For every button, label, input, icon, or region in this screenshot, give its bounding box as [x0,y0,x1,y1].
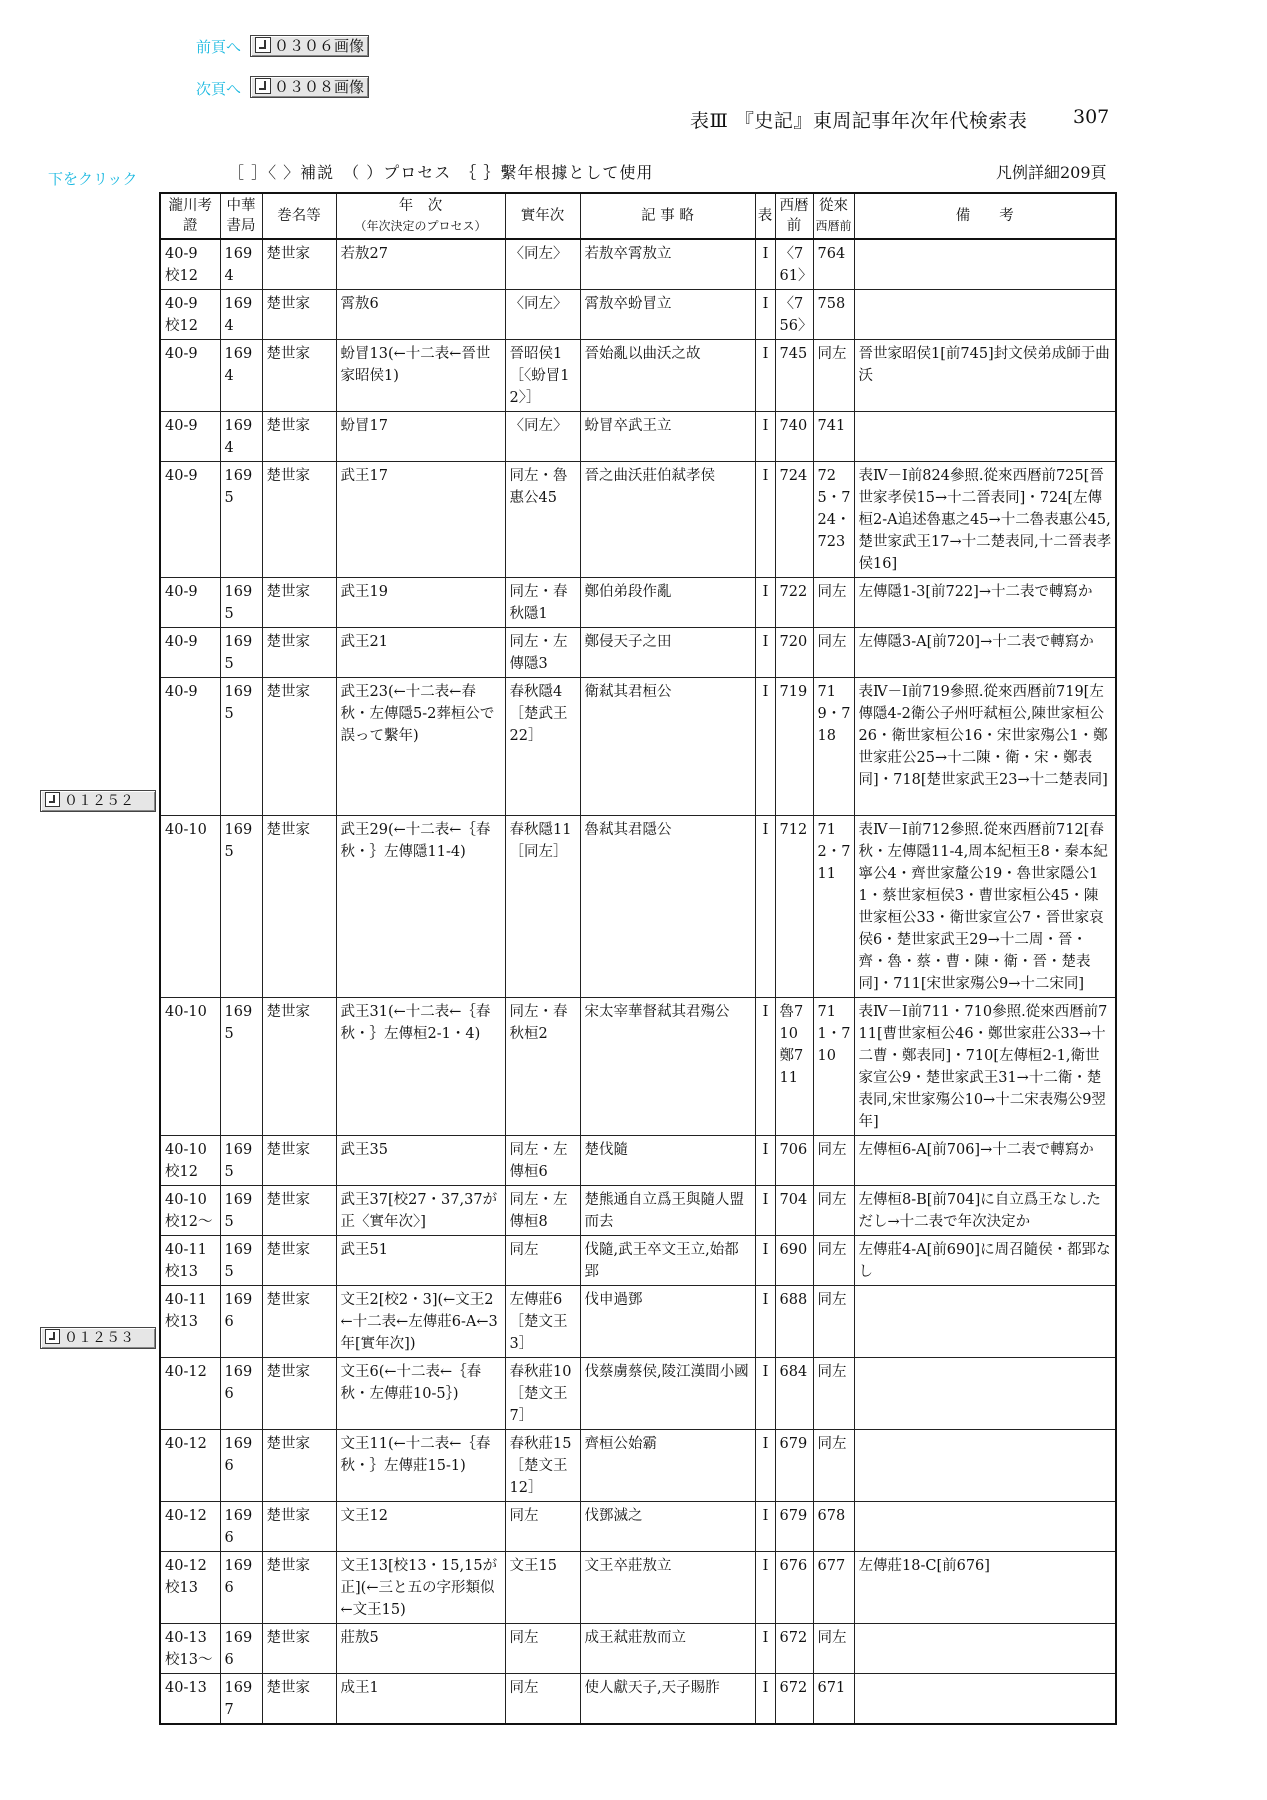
takigawa-cell: 40-10 校12 [160,1136,220,1186]
volume-cell: 楚世家 [262,1430,336,1502]
bce-cell: 712 [775,816,813,998]
summary-cell: 楚伐隨 [580,1136,755,1186]
table-cell: Ⅰ [755,578,775,628]
year-cell: 武王23(←十二表←春秋・左傳隱5-2葬桓公で誤って繫年) [336,678,505,816]
zhonghua-cell: 1697 [220,1674,262,1725]
takigawa-cell: 40-10 校12〜 [160,1186,220,1236]
zhonghua-cell: 1695 [220,462,262,578]
conventional-cell: 719・718 [813,678,854,816]
side-link-button[interactable] [40,1327,156,1349]
col-header-table: 表 [755,193,775,239]
takigawa-cell: 40-12 [160,1502,220,1552]
summary-cell: 成王弒莊敖而立 [580,1624,755,1674]
chronology-table [159,192,1117,1725]
year-cell: 文王11(←十二表←｛春秋・｝左傳莊15-1) [336,1430,505,1502]
col-header-conventional-main: 從來 [819,198,848,214]
volume-cell: 楚世家 [262,1236,336,1286]
zhonghua-cell: 1696 [220,1552,262,1624]
page-number: 307 [1073,106,1110,128]
table-row [160,1186,1116,1236]
summary-cell: 霄敖卒蚡冒立 [580,290,755,340]
actual-year-cell: 同左 [505,1624,580,1674]
bce-cell: 魯710 鄭711 [775,998,813,1136]
conventional-cell: 677 [813,1552,854,1624]
remarks-cell: 表Ⅳ－Ⅰ前719參照.從來西暦前719[左傳隱4-2衛公子州吁弒桓公,陳世家桓公26・衛世家桓公16・宋世家殤公1・鄭世家莊公25→十二陳・衛・宋・鄭表同]・718[楚世家武王23→十二楚表同] [854,678,1116,816]
reference-note: 凡例詳細209頁 [996,163,1107,182]
volume-cell: 楚世家 [262,998,336,1136]
volume-cell: 楚世家 [262,816,336,998]
conventional-cell: 678 [813,1502,854,1552]
table-row [160,1136,1116,1186]
year-cell: 成王1 [336,1674,505,1725]
actual-year-cell: 左傳莊6［楚文王3］ [505,1286,580,1358]
bce-cell: 690 [775,1236,813,1286]
year-cell: 武王19 [336,578,505,628]
conventional-cell: 758 [813,290,854,340]
table-cell: Ⅰ [755,340,775,412]
table-row [160,1674,1116,1725]
year-cell: 武王31(←十二表←｛春秋・｝左傳桓2-1・4) [336,998,505,1136]
remarks-cell: 左傳隱1-3[前722]→十二表で轉寫か [854,578,1116,628]
takigawa-cell: 40-11 校13 [160,1236,220,1286]
takigawa-cell: 40-12 [160,1358,220,1430]
zhonghua-cell: 1696 [220,1430,262,1502]
summary-cell: 宋太宰華督弒其君殤公 [580,998,755,1136]
zhonghua-cell: 1695 [220,1136,262,1186]
side-link-button[interactable] [40,790,156,812]
year-cell: 霄敖6 [336,290,505,340]
next-page-image-label: ０３０８画像 [274,78,365,96]
bce-cell: 704 [775,1186,813,1236]
remarks-cell [854,1624,1116,1674]
zhonghua-cell: 1695 [220,578,262,628]
click-hint: 下をクリック [48,170,138,188]
summary-cell: 使人獻天子,天子賜胙 [580,1674,755,1725]
table-cell: Ⅰ [755,1430,775,1502]
actual-year-cell: 〈同左〉 [505,412,580,462]
col-header-conventional-sub: 西暦前 [815,219,852,233]
remarks-cell: 表Ⅳ－Ⅰ前711・710參照.從來西暦前711[曹世家桓公46・鄭世家莊公33→十二曹・鄭表同]・710[左傳桓2-1,衛世家宣公9・楚世家武王31→十二衛・楚表同,宋世家殤公10→十二宋表殤公9翌年] [854,998,1116,1136]
col-header-summary: 記 事 略 [580,193,755,239]
actual-year-cell: 晉昭侯1［〈蚡冒12〉］ [505,340,580,412]
volume-cell: 楚世家 [262,412,336,462]
remarks-cell: 表Ⅳ－Ⅰ前712參照.從來西暦前712[春秋・左傳隱11-4,周本紀桓王8・秦本紀寧公4・齊世家釐公19・魯世家隱公11・蔡世家桓侯3・曹世家桓公45・陳世家桓公33・衛世家宣公7・晉世家哀侯6・楚世家武王29→十二周・晉・齊・魯・蔡・曹・陳・衛・晉・楚表同]・711[宋世家殤公9→十二宋同] [854,816,1116,998]
table-row [160,239,1116,290]
col-header-takigawa: 瀧川考證 [160,193,220,239]
conventional-cell: 同左 [813,1186,854,1236]
image-link-icon [45,792,60,807]
col-header-actual-year: 實年次 [505,193,580,239]
table-cell: Ⅰ [755,998,775,1136]
bce-cell: 745 [775,340,813,412]
volume-cell: 楚世家 [262,1136,336,1186]
year-cell: 文王6(←十二表←｛春秋・左傳莊10-5｝) [336,1358,505,1430]
takigawa-cell: 40-9 [160,462,220,578]
table-cell: Ⅰ [755,1186,775,1236]
table-cell: Ⅰ [755,1286,775,1358]
volume-cell: 楚世家 [262,290,336,340]
col-header-year [336,193,505,239]
actual-year-cell: 同左・春秋隱1 [505,578,580,628]
table-row [160,998,1116,1136]
summary-cell: 伐隨,武王卒文王立,始都郢 [580,1236,755,1286]
bce-cell: 〈756〉 [775,290,813,340]
table-row [160,340,1116,412]
table-row [160,462,1116,578]
col-header-bce: 西暦前 [775,193,813,239]
year-cell: 武王17 [336,462,505,578]
remarks-cell [854,1286,1116,1358]
takigawa-cell: 40-12 [160,1430,220,1502]
table-cell: Ⅰ [755,678,775,816]
zhonghua-cell: 1694 [220,239,262,290]
zhonghua-cell: 1695 [220,628,262,678]
actual-year-cell: 同左・左傳桓8 [505,1186,580,1236]
actual-year-cell: 同左 [505,1502,580,1552]
summary-cell: 晉始亂以曲沃之故 [580,340,755,412]
actual-year-cell: 春秋莊10［楚文王7］ [505,1358,580,1430]
volume-cell: 楚世家 [262,678,336,816]
table-row [160,290,1116,340]
year-cell: 文王2[校2・3](←文王2←十二表←左傳莊6-A←3年[實年次]) [336,1286,505,1358]
bce-cell: 706 [775,1136,813,1186]
table-row [160,1624,1116,1674]
summary-cell: 鄭侵天子之田 [580,628,755,678]
summary-cell: 齊桓公始霸 [580,1430,755,1502]
summary-cell: 晉之曲沃莊伯弒孝侯 [580,462,755,578]
bce-cell: 722 [775,578,813,628]
side-link-label: ０１２５２ [64,793,134,809]
bce-cell: 724 [775,462,813,578]
remarks-cell: 左傳桓8-B[前704]に自立爲王なし.ただし→十二表で年次決定か [854,1186,1116,1236]
year-cell: 武王51 [336,1236,505,1286]
conventional-cell: 同左 [813,1236,854,1286]
takigawa-cell: 40-12 校13 [160,1552,220,1624]
conventional-cell: 同左 [813,1430,854,1502]
table-row [160,1358,1116,1430]
summary-cell: 魯弒其君隱公 [580,816,755,998]
remarks-cell: 左傳隱3-A[前720]→十二表で轉寫か [854,628,1116,678]
table-cell: Ⅰ [755,1502,775,1552]
volume-cell: 楚世家 [262,578,336,628]
actual-year-cell: 同左・魯惠公45 [505,462,580,578]
col-header-zhonghua: 中華書局 [220,193,262,239]
bce-cell: 〈761〉 [775,239,813,290]
col-header-remarks: 備 考 [854,193,1116,239]
table-row [160,1286,1116,1358]
table-cell: Ⅰ [755,1236,775,1286]
volume-cell: 楚世家 [262,1186,336,1236]
conventional-cell: 同左 [813,578,854,628]
bce-cell: 720 [775,628,813,678]
takigawa-cell: 40-11 校13 [160,1286,220,1358]
next-page-link[interactable]: 次頁へ [196,80,242,98]
prev-page-image-label: ０３０６画像 [274,37,365,55]
actual-year-cell: 文王15 [505,1552,580,1624]
summary-cell: 文王卒莊敖立 [580,1552,755,1624]
remarks-cell: 左傳桓6-A[前706]→十二表で轉寫か [854,1136,1116,1186]
table-cell: Ⅰ [755,1136,775,1186]
remarks-cell: 左傳莊4-A[前690]に周召隨侯・都郢なし [854,1236,1116,1286]
zhonghua-cell: 1694 [220,412,262,462]
table-row [160,1430,1116,1502]
table-row [160,1502,1116,1552]
remarks-cell [854,1430,1116,1502]
volume-cell: 楚世家 [262,239,336,290]
table-cell: Ⅰ [755,290,775,340]
takigawa-cell: 40-9 [160,340,220,412]
actual-year-cell: 〈同左〉 [505,290,580,340]
table-cell: Ⅰ [755,628,775,678]
table-row [160,412,1116,462]
prev-page-image-button[interactable] [250,35,369,57]
volume-cell: 楚世家 [262,1286,336,1358]
remarks-cell [854,1502,1116,1552]
summary-cell: 蚡冒卒武王立 [580,412,755,462]
summary-cell: 楚熊通自立爲王與隨人盟而去 [580,1186,755,1236]
bce-cell: 672 [775,1674,813,1725]
volume-cell: 楚世家 [262,628,336,678]
year-cell: 蚡冒17 [336,412,505,462]
volume-cell: 楚世家 [262,340,336,412]
table-row [160,628,1116,678]
volume-cell: 楚世家 [262,1674,336,1725]
conventional-cell: 712・711 [813,816,854,998]
year-cell: 文王12 [336,1502,505,1552]
table-cell: Ⅰ [755,816,775,998]
col-header-year-main: 年 次 [398,198,443,214]
summary-cell: 若敖卒霄敖立 [580,239,755,290]
zhonghua-cell: 1695 [220,1186,262,1236]
conventional-cell: 741 [813,412,854,462]
zhonghua-cell: 1694 [220,340,262,412]
summary-cell: 伐蔡虜蔡侯,陵江漢間小國 [580,1358,755,1430]
actual-year-cell: 同左 [505,1674,580,1725]
bce-cell: 672 [775,1624,813,1674]
actual-year-cell: 同左・春秋桓2 [505,998,580,1136]
side-link-label: ０１２５３ [64,1330,134,1346]
zhonghua-cell: 1696 [220,1502,262,1552]
takigawa-cell: 40-13 校13〜 [160,1624,220,1674]
conventional-cell: 725・724・723 [813,462,854,578]
remarks-cell: 晉世家昭侯1[前745]封文侯弟成師于曲沃 [854,340,1116,412]
takigawa-cell: 40-9 校12 [160,239,220,290]
conventional-cell: 711・710 [813,998,854,1136]
takigawa-cell: 40-9 [160,412,220,462]
actual-year-cell: 春秋隱11［同左］ [505,816,580,998]
col-header-year-sub: （年次決定のプロセス） [354,219,487,233]
volume-cell: 楚世家 [262,1624,336,1674]
year-cell: 若敖27 [336,239,505,290]
summary-cell: 衛弒其君桓公 [580,678,755,816]
conventional-cell: 764 [813,239,854,290]
actual-year-cell: 同左 [505,1236,580,1286]
table-row [160,1236,1116,1286]
summary-cell: 伐鄧滅之 [580,1502,755,1552]
notation-legend: ［ ］〈 〉補説 （ ）プロセス ｛ ｝繫年根據として使用 [228,163,654,182]
image-link-icon [255,37,271,53]
zhonghua-cell: 1696 [220,1624,262,1674]
image-link-icon [255,78,271,94]
year-cell: 莊敖5 [336,1624,505,1674]
takigawa-cell: 40-9 [160,628,220,678]
bce-cell: 684 [775,1358,813,1430]
next-page-image-button[interactable] [250,76,369,98]
conventional-cell: 同左 [813,628,854,678]
zhonghua-cell: 1695 [220,998,262,1136]
zhonghua-cell: 1695 [220,1236,262,1286]
remarks-cell [854,239,1116,290]
conventional-cell: 同左 [813,1286,854,1358]
bce-cell: 688 [775,1286,813,1358]
bce-cell: 676 [775,1552,813,1624]
image-link-icon [45,1329,60,1344]
table-cell: Ⅰ [755,1674,775,1725]
year-cell: 武王37[校27・37,37が正〈實年次〉] [336,1186,505,1236]
actual-year-cell: 春秋莊15［楚文王12］ [505,1430,580,1502]
zhonghua-cell: 1695 [220,678,262,816]
zhonghua-cell: 1696 [220,1286,262,1358]
takigawa-cell: 40-9 [160,678,220,816]
header-row [160,193,1116,239]
col-header-conventional [813,193,854,239]
bce-cell: 679 [775,1502,813,1552]
year-cell: 文王13[校13・15,15が正](←三と五の字形類似←文王15) [336,1552,505,1624]
zhonghua-cell: 1695 [220,816,262,998]
volume-cell: 楚世家 [262,462,336,578]
zhonghua-cell: 1696 [220,1358,262,1430]
remarks-cell [854,290,1116,340]
table-row [160,578,1116,628]
table-row [160,816,1116,998]
table-title: 表Ⅲ 『史記』東周記事年次年代検索表 [690,110,1028,132]
col-header-volume: 巻名等 [262,193,336,239]
actual-year-cell: 同左・左傳隱3 [505,628,580,678]
table-cell: Ⅰ [755,1358,775,1430]
bce-cell: 679 [775,1430,813,1502]
table-row [160,678,1116,816]
conventional-cell: 同左 [813,1136,854,1186]
volume-cell: 楚世家 [262,1358,336,1430]
actual-year-cell: 春秋隱4［楚武王22］ [505,678,580,816]
table-cell: Ⅰ [755,1552,775,1624]
conventional-cell: 同左 [813,340,854,412]
bce-cell: 740 [775,412,813,462]
table-cell: Ⅰ [755,462,775,578]
remarks-cell [854,1674,1116,1725]
volume-cell: 楚世家 [262,1552,336,1624]
takigawa-cell: 40-9 [160,578,220,628]
volume-cell: 楚世家 [262,1502,336,1552]
summary-cell: 鄭伯弟段作亂 [580,578,755,628]
takigawa-cell: 40-10 [160,816,220,998]
year-cell: 武王21 [336,628,505,678]
remarks-cell: 左傳莊18-C[前676] [854,1552,1116,1624]
table-row [160,1552,1116,1624]
takigawa-cell: 40-10 [160,998,220,1136]
remarks-cell [854,1358,1116,1430]
year-cell: 武王29(←十二表←｛春秋・｝左傳隱11-4) [336,816,505,998]
bce-cell: 719 [775,678,813,816]
conventional-cell: 671 [813,1674,854,1725]
conventional-cell: 同左 [813,1358,854,1430]
remarks-cell: 表Ⅳ－Ⅰ前824參照.從來西暦前725[晉世家孝侯15→十二晉表同]・724[左傳桓2-A追述魯惠之45→十二魯表惠公45,楚世家武王17→十二楚表同,十二晉表孝侯16] [854,462,1116,578]
zhonghua-cell: 1694 [220,290,262,340]
table-cell: Ⅰ [755,1624,775,1674]
remarks-cell [854,412,1116,462]
table-cell: Ⅰ [755,239,775,290]
takigawa-cell: 40-9 校12 [160,290,220,340]
summary-cell: 伐申過鄧 [580,1286,755,1358]
conventional-cell: 同左 [813,1624,854,1674]
takigawa-cell: 40-13 [160,1674,220,1725]
year-cell: 蚡冒13(←十二表←晉世家昭侯1) [336,340,505,412]
actual-year-cell: 同左・左傳桓6 [505,1136,580,1186]
prev-page-link[interactable]: 前頁へ [196,38,242,56]
actual-year-cell: 〈同左〉 [505,239,580,290]
year-cell: 武王35 [336,1136,505,1186]
table-cell: Ⅰ [755,412,775,462]
